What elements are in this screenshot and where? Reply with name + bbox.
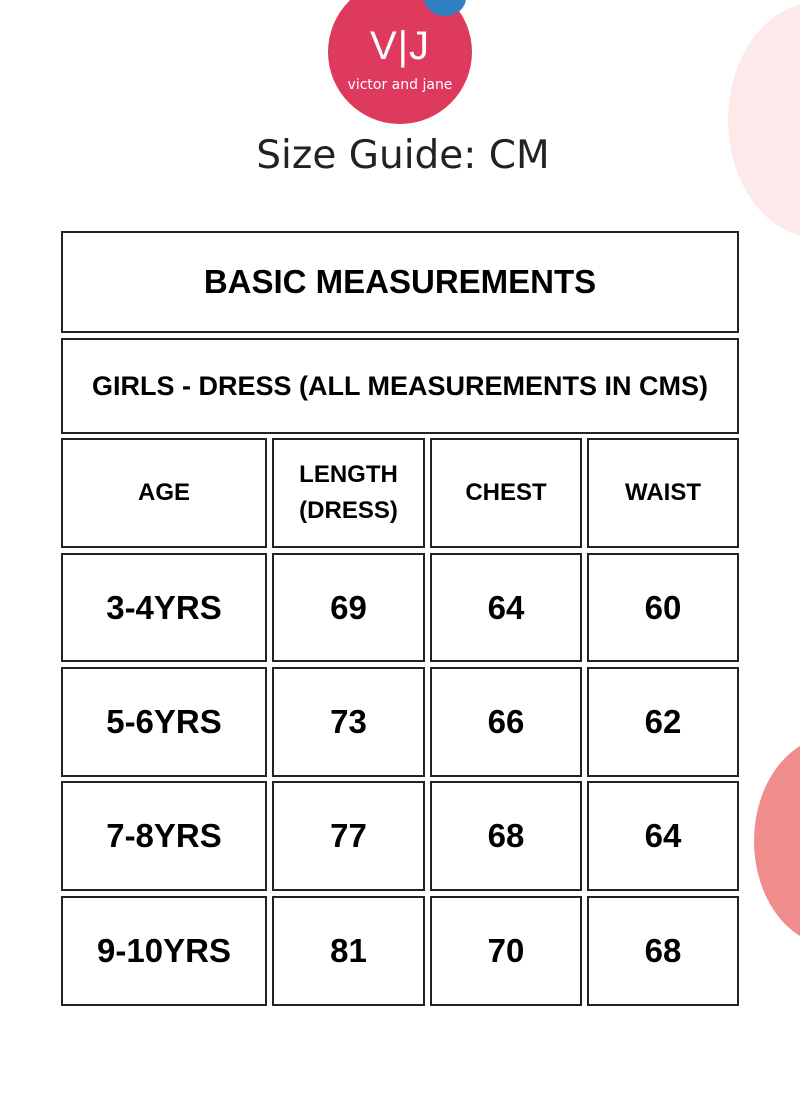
table-cell-age: 3-4YRS bbox=[61, 553, 267, 662]
table-cell-age: 9-10YRS bbox=[61, 896, 267, 1006]
table-cell-waist: 64 bbox=[587, 781, 739, 891]
column-header: CHEST bbox=[430, 438, 582, 548]
table-cell-chest: 70 bbox=[430, 896, 582, 1006]
table-cell-length: 73 bbox=[272, 667, 425, 777]
table-cell-waist: 68 bbox=[587, 896, 739, 1006]
table-cell-age: 5-6YRS bbox=[61, 667, 267, 777]
table-cell-length: 81 bbox=[272, 896, 425, 1006]
decorative-blob-bottom bbox=[754, 736, 800, 946]
table-cell-waist: 60 bbox=[587, 553, 739, 662]
table-cell-chest: 66 bbox=[430, 667, 582, 777]
table-cell-age: 7-8YRS bbox=[61, 781, 267, 891]
logo-mark: V|J bbox=[369, 24, 431, 68]
table-cell-length: 69 bbox=[272, 553, 425, 662]
table-cell-waist: 62 bbox=[587, 667, 739, 777]
table-cell-chest: 68 bbox=[430, 781, 582, 891]
table-cell-length: 77 bbox=[272, 781, 425, 891]
table-heading: BASIC MEASUREMENTS bbox=[61, 231, 739, 333]
table-cell-chest: 64 bbox=[430, 553, 582, 662]
column-header: WAIST bbox=[587, 438, 739, 548]
brand-logo bbox=[328, 0, 472, 124]
column-header: LENGTH (DRESS) bbox=[272, 438, 425, 548]
decorative-blob-top bbox=[728, 2, 800, 238]
logo-text: victor and jane bbox=[347, 77, 453, 93]
column-header: AGE bbox=[61, 438, 267, 548]
table-subheading: GIRLS - DRESS (ALL MEASUREMENTS IN CMS) bbox=[61, 338, 739, 434]
page-title: Size Guide: CM bbox=[256, 133, 550, 178]
